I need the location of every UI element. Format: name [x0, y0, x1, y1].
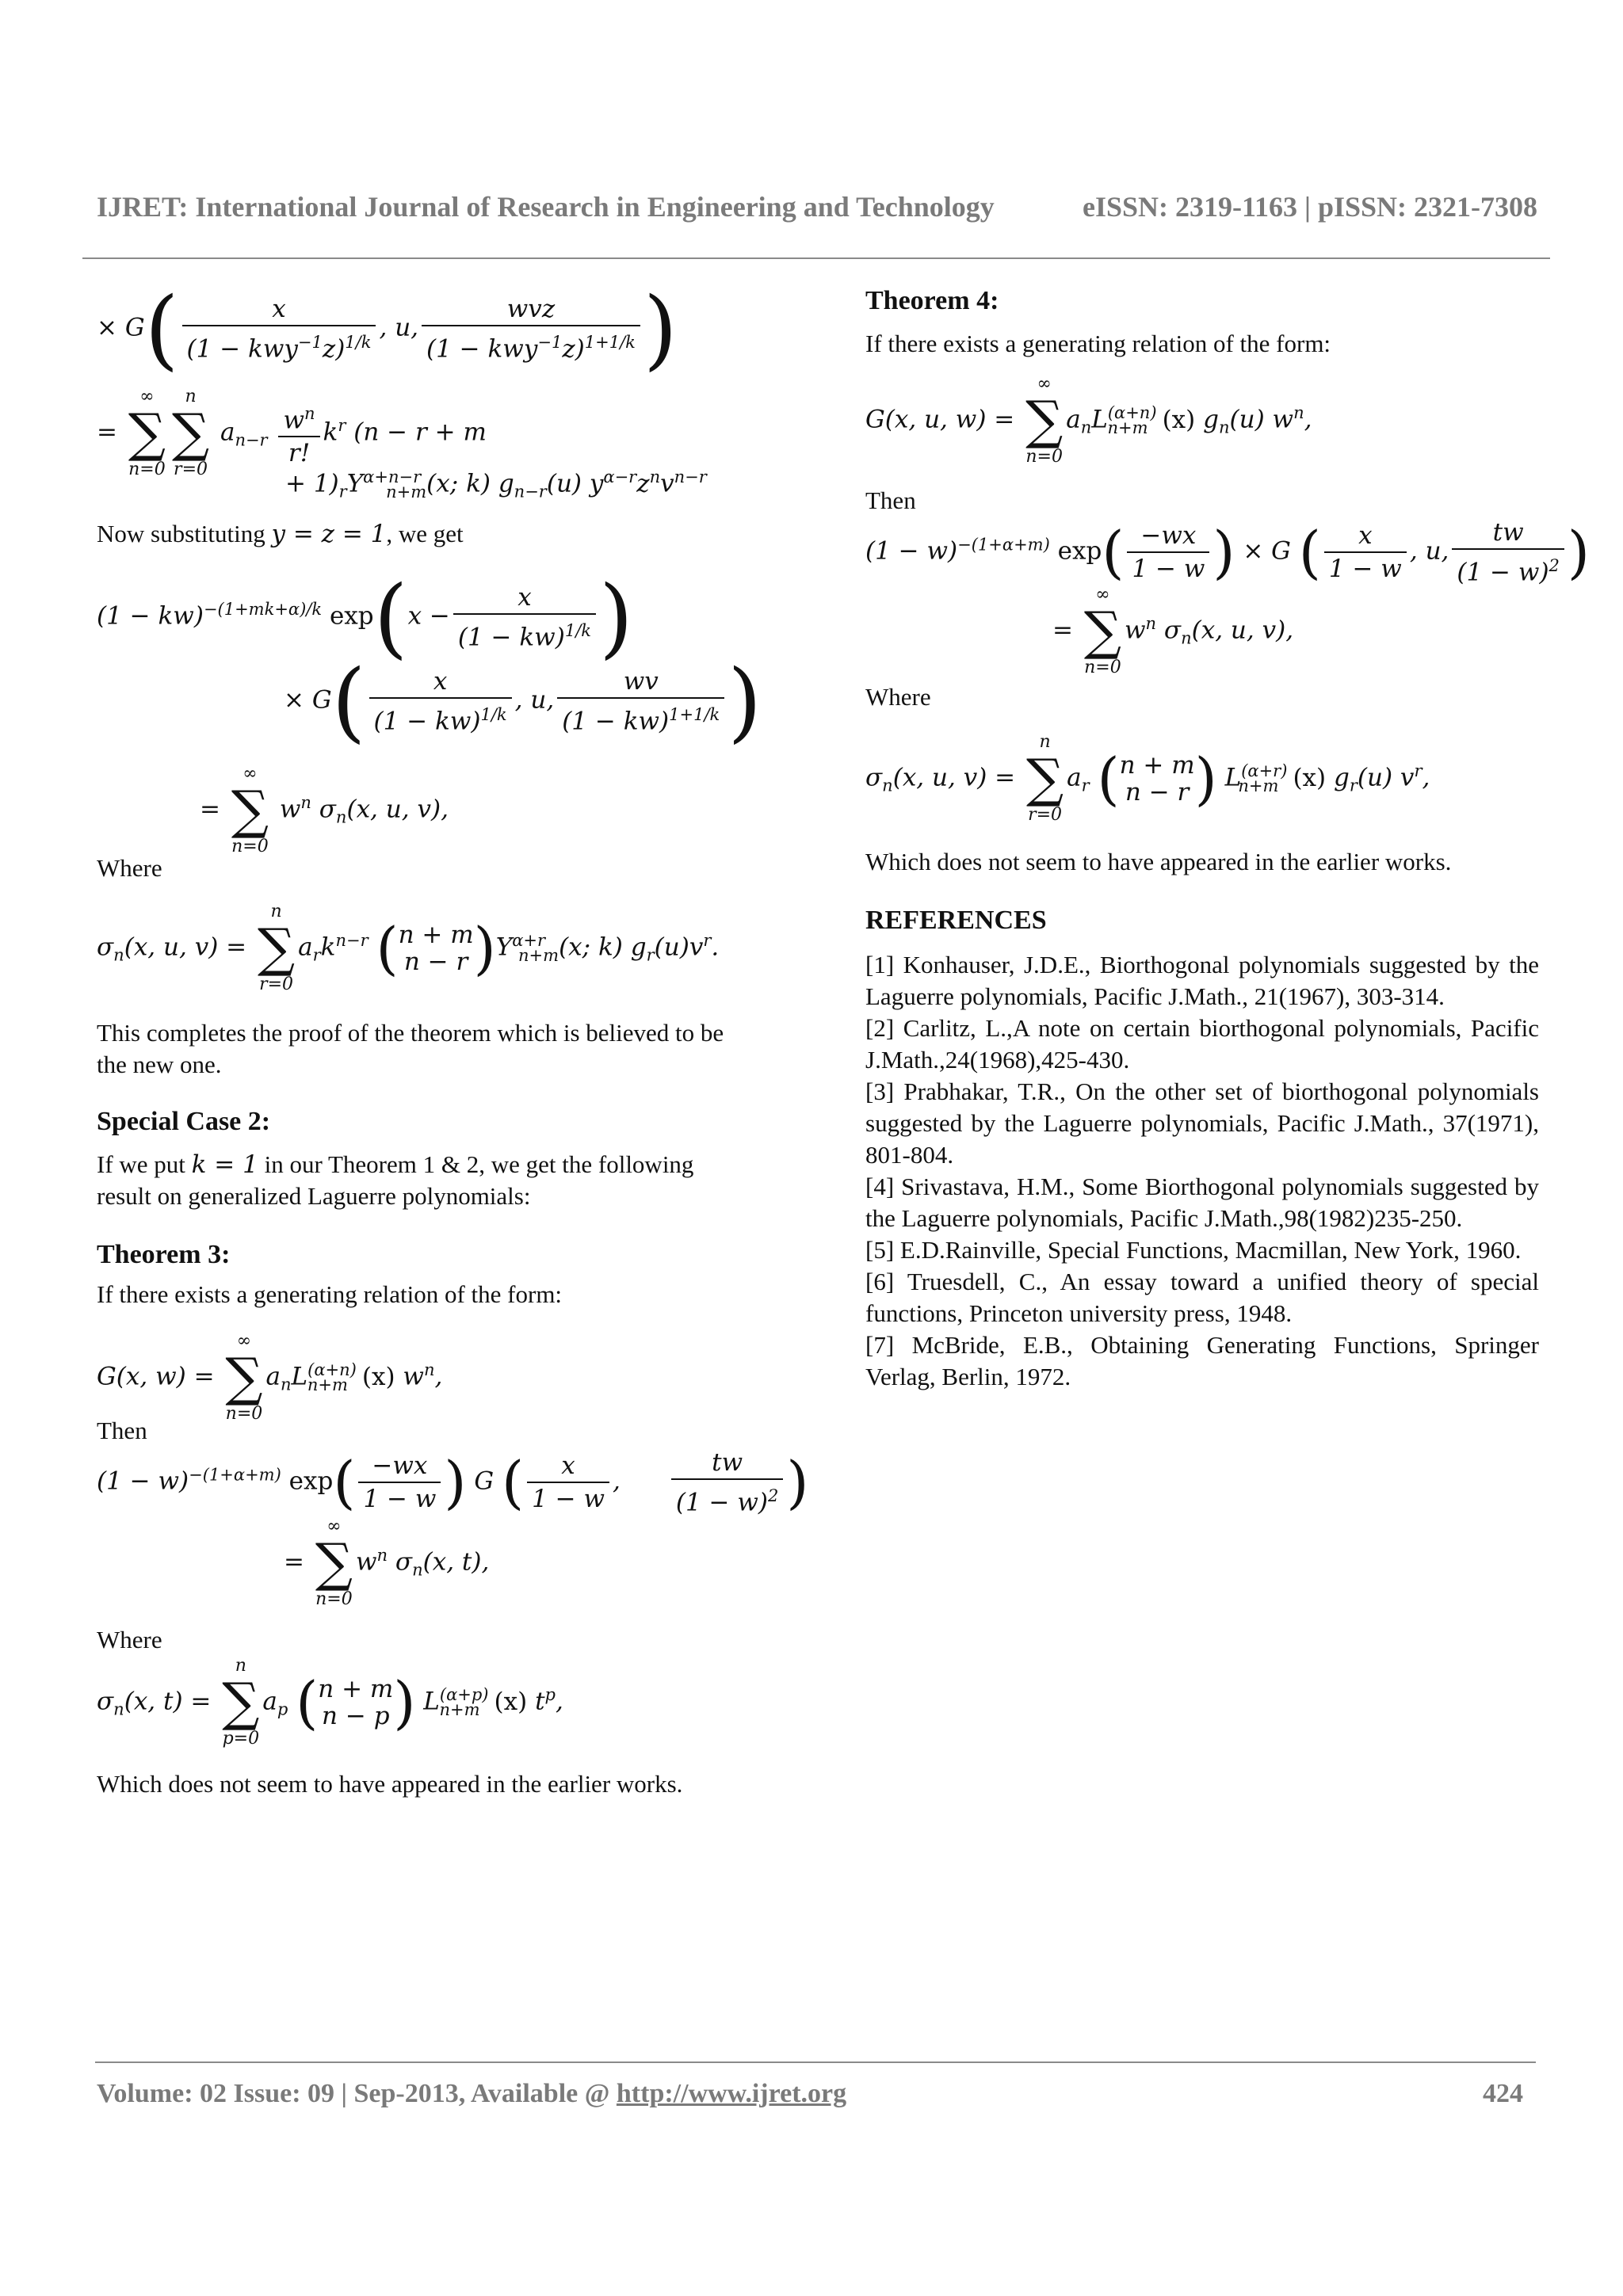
equation-theorem3-sigma: $\sigma_n(x$, t) = n ∑ p=0 $a_p$ (n + m n − p) $L^{(\alpha+p)}_{n+m}$ (x) $t^p$, — [97, 1656, 563, 1749]
equation-theorem3-sum: = ∞ ∑ n=0 $w^n$ $\sigma_n(x$, t), — [284, 1516, 490, 1609]
right-column — [865, 285, 1591, 1393]
volume-info: Volume: 02 Issue: 09 | Sep-2013, Available @ — [97, 2079, 617, 2108]
journal-name: IJRET: International Journal of Research in Engineering and Technology — [97, 191, 995, 223]
reference-item: [5] E.D.Rainville, Special Functions, Macmillan, New York, 1960. — [865, 1236, 1522, 1264]
equation-double-sum-cont: + $1)_rY^{\alpha+n-r}_{n+m}(x$; k) $g_{n-r}(u)$ $y^{\alpha-r}z^nv^{n-r}$ — [285, 467, 707, 502]
theorem3-conclusion: Which does not seem to have appeared in the earlier works. — [97, 1770, 683, 1798]
equation-theorem4-sigma: $\sigma_n(x$, u, v) = n ∑ r=0 $a_r$ (n + m n − r ) $L^{(\alpha+r)}_{n+m}$ (x) $g_r(u)$ $v^r$, — [865, 732, 1430, 825]
equation-exp-g: × G( $\frac{x}{(1 - kw)^{1/k}}$ , u, $\frac{wv}{(1 - kw)^{1+1/k}}$ ) — [284, 650, 762, 752]
equation-theorem4-g: G(x, u, w) = ∞ ∑ n=0 $a_nL^{(\alpha+n)}_{n+m}$ (x) $g_n(u)$ $w^n$, — [865, 374, 1312, 467]
then-label-3: Then — [97, 1417, 147, 1444]
equation-sigma-def: $\sigma_n(x$, u, v) = n ∑ r=0 $a_rk^{n-r}$ (n + m n − r )$Y^{\alpha+r}_{n+m}(x$; k) $g_r(u)v^r$. — [97, 902, 720, 994]
left-column — [97, 278, 809, 1800]
equation-double-sum: = ∞ ∑ n=0 n ∑ r=0 $a_{n-r}$ $\frac{w^n}{r!}$ $k^r$ (n − r + m — [97, 387, 487, 479]
equation-sigma-sum: = ∞ ∑ n=0 $w^n$ $\sigma_n(x$, u, v), — [200, 764, 449, 856]
reference-item: [6] Truesdell, C., An essay toward a unified theory of special functions, Princeton university press, 1948. — [865, 1268, 1539, 1327]
then-label-4: Then — [865, 486, 916, 514]
footer-rule — [95, 2061, 1536, 2063]
header-rule — [82, 257, 1550, 259]
page-footer — [97, 2079, 1523, 2109]
reference-item: [7] McBride, E.B., Obtaining Generating Functions, Springer Verlag, Berlin, 1972. — [865, 1331, 1539, 1390]
equation-theorem4-then: $(1 - w)^{-(1+\alpha+m)}$ exp( $\frac{-wx}{1 - w}$ ) × G ( $\frac{x}{1 - w}$ , u, $\frac{tw}{(1 - w)^2}$ ) — [865, 518, 1591, 587]
where-label-3: Where — [97, 1626, 162, 1653]
equation-g-argument: × G( $\frac{x}{(1 - kwy^{-1}z)^{1/k}}$ , u, $\frac{\text{wvz}}{(1 - kwy^{-1}z)^{1+1/k}}$ ) — [97, 278, 678, 379]
completes-text: This completes the proof of the theorem which is believed to be the new one. — [97, 1019, 724, 1078]
theorem4-heading: Theorem 4: — [865, 286, 999, 315]
where-label-1: Where — [97, 854, 162, 882]
page-number: 424 — [1483, 2079, 1523, 2108]
reference-item: [3] Prabhakar, T.R., On the other set of biorthogonal polynomials suggested by the Laguerre polynomials, Pacific J.Math., 37(1971), 801-804. — [865, 1077, 1539, 1169]
reference-item: [4] Srivastava, H.M., Some Biorthogonal polynomials suggested by the Laguerre polynomials, Pacific J.Math.,98(1982)235-250. — [865, 1173, 1539, 1232]
equation-theorem3-then: $(1 - w)^{-(1+\alpha+m)}$ exp( $\frac{-wx}{1 - w}$ ) G ( $\frac{x}{1 - w}$ , $\frac{tw}{(1 - w)^2}$ ) — [97, 1448, 809, 1517]
issn-info: eISSN: 2319-1163 | pISSN: 2321-7308 — [1083, 191, 1537, 223]
references-heading: REFERENCES — [865, 906, 1047, 935]
theorem4-intro: If there exists a generating relation of the form: — [865, 330, 1331, 357]
substituting-text: Now substituting y = z = 1, we get — [97, 520, 464, 548]
references-list — [865, 949, 1539, 1393]
reference-item: [2] Carlitz, L.,A note on certain biorthogonal polynomials, Pacific J.Math.,24(1968),425-430. — [865, 1014, 1539, 1074]
special-case-heading: Special Case 2: — [97, 1107, 271, 1136]
equation-exp: (1 − kw)$^{-(1+mk+\alpha)/k}$ exp(x − $\frac{x}{(1 - kw)^{1/k}}$ ) — [97, 566, 633, 668]
equation-theorem3-g: G(x, w) = ∞ ∑ n=0 $a_nL^{(\alpha+n)}_{n+m}$ (x) $w^n$, — [97, 1331, 443, 1424]
journal-link[interactable]: http://www.ijret.org — [616, 2079, 847, 2108]
equation-theorem4-sum: = ∞ ∑ n=0 $w^n$ $\sigma_n(x$, u, v), — [1052, 585, 1294, 677]
where-label-4: Where — [865, 683, 931, 711]
theorem4-conclusion: Which does not seem to have appeared in the earlier works. — [865, 848, 1452, 875]
reference-item: [1] Konhauser, J.D.E., Biorthogonal polynomials suggested by the Laguerre polynomials, Pacific J.Math., 21(1967), 303-314. — [865, 951, 1539, 1010]
theorem3-heading: Theorem 3: — [97, 1240, 231, 1269]
theorem3-intro: If there exists a generating relation of the form: — [97, 1280, 563, 1308]
special-case-text: If we put k = 1 in our Theorem 1 & 2, we get the following result on generalized Laguerre polynomials: — [97, 1150, 694, 1210]
